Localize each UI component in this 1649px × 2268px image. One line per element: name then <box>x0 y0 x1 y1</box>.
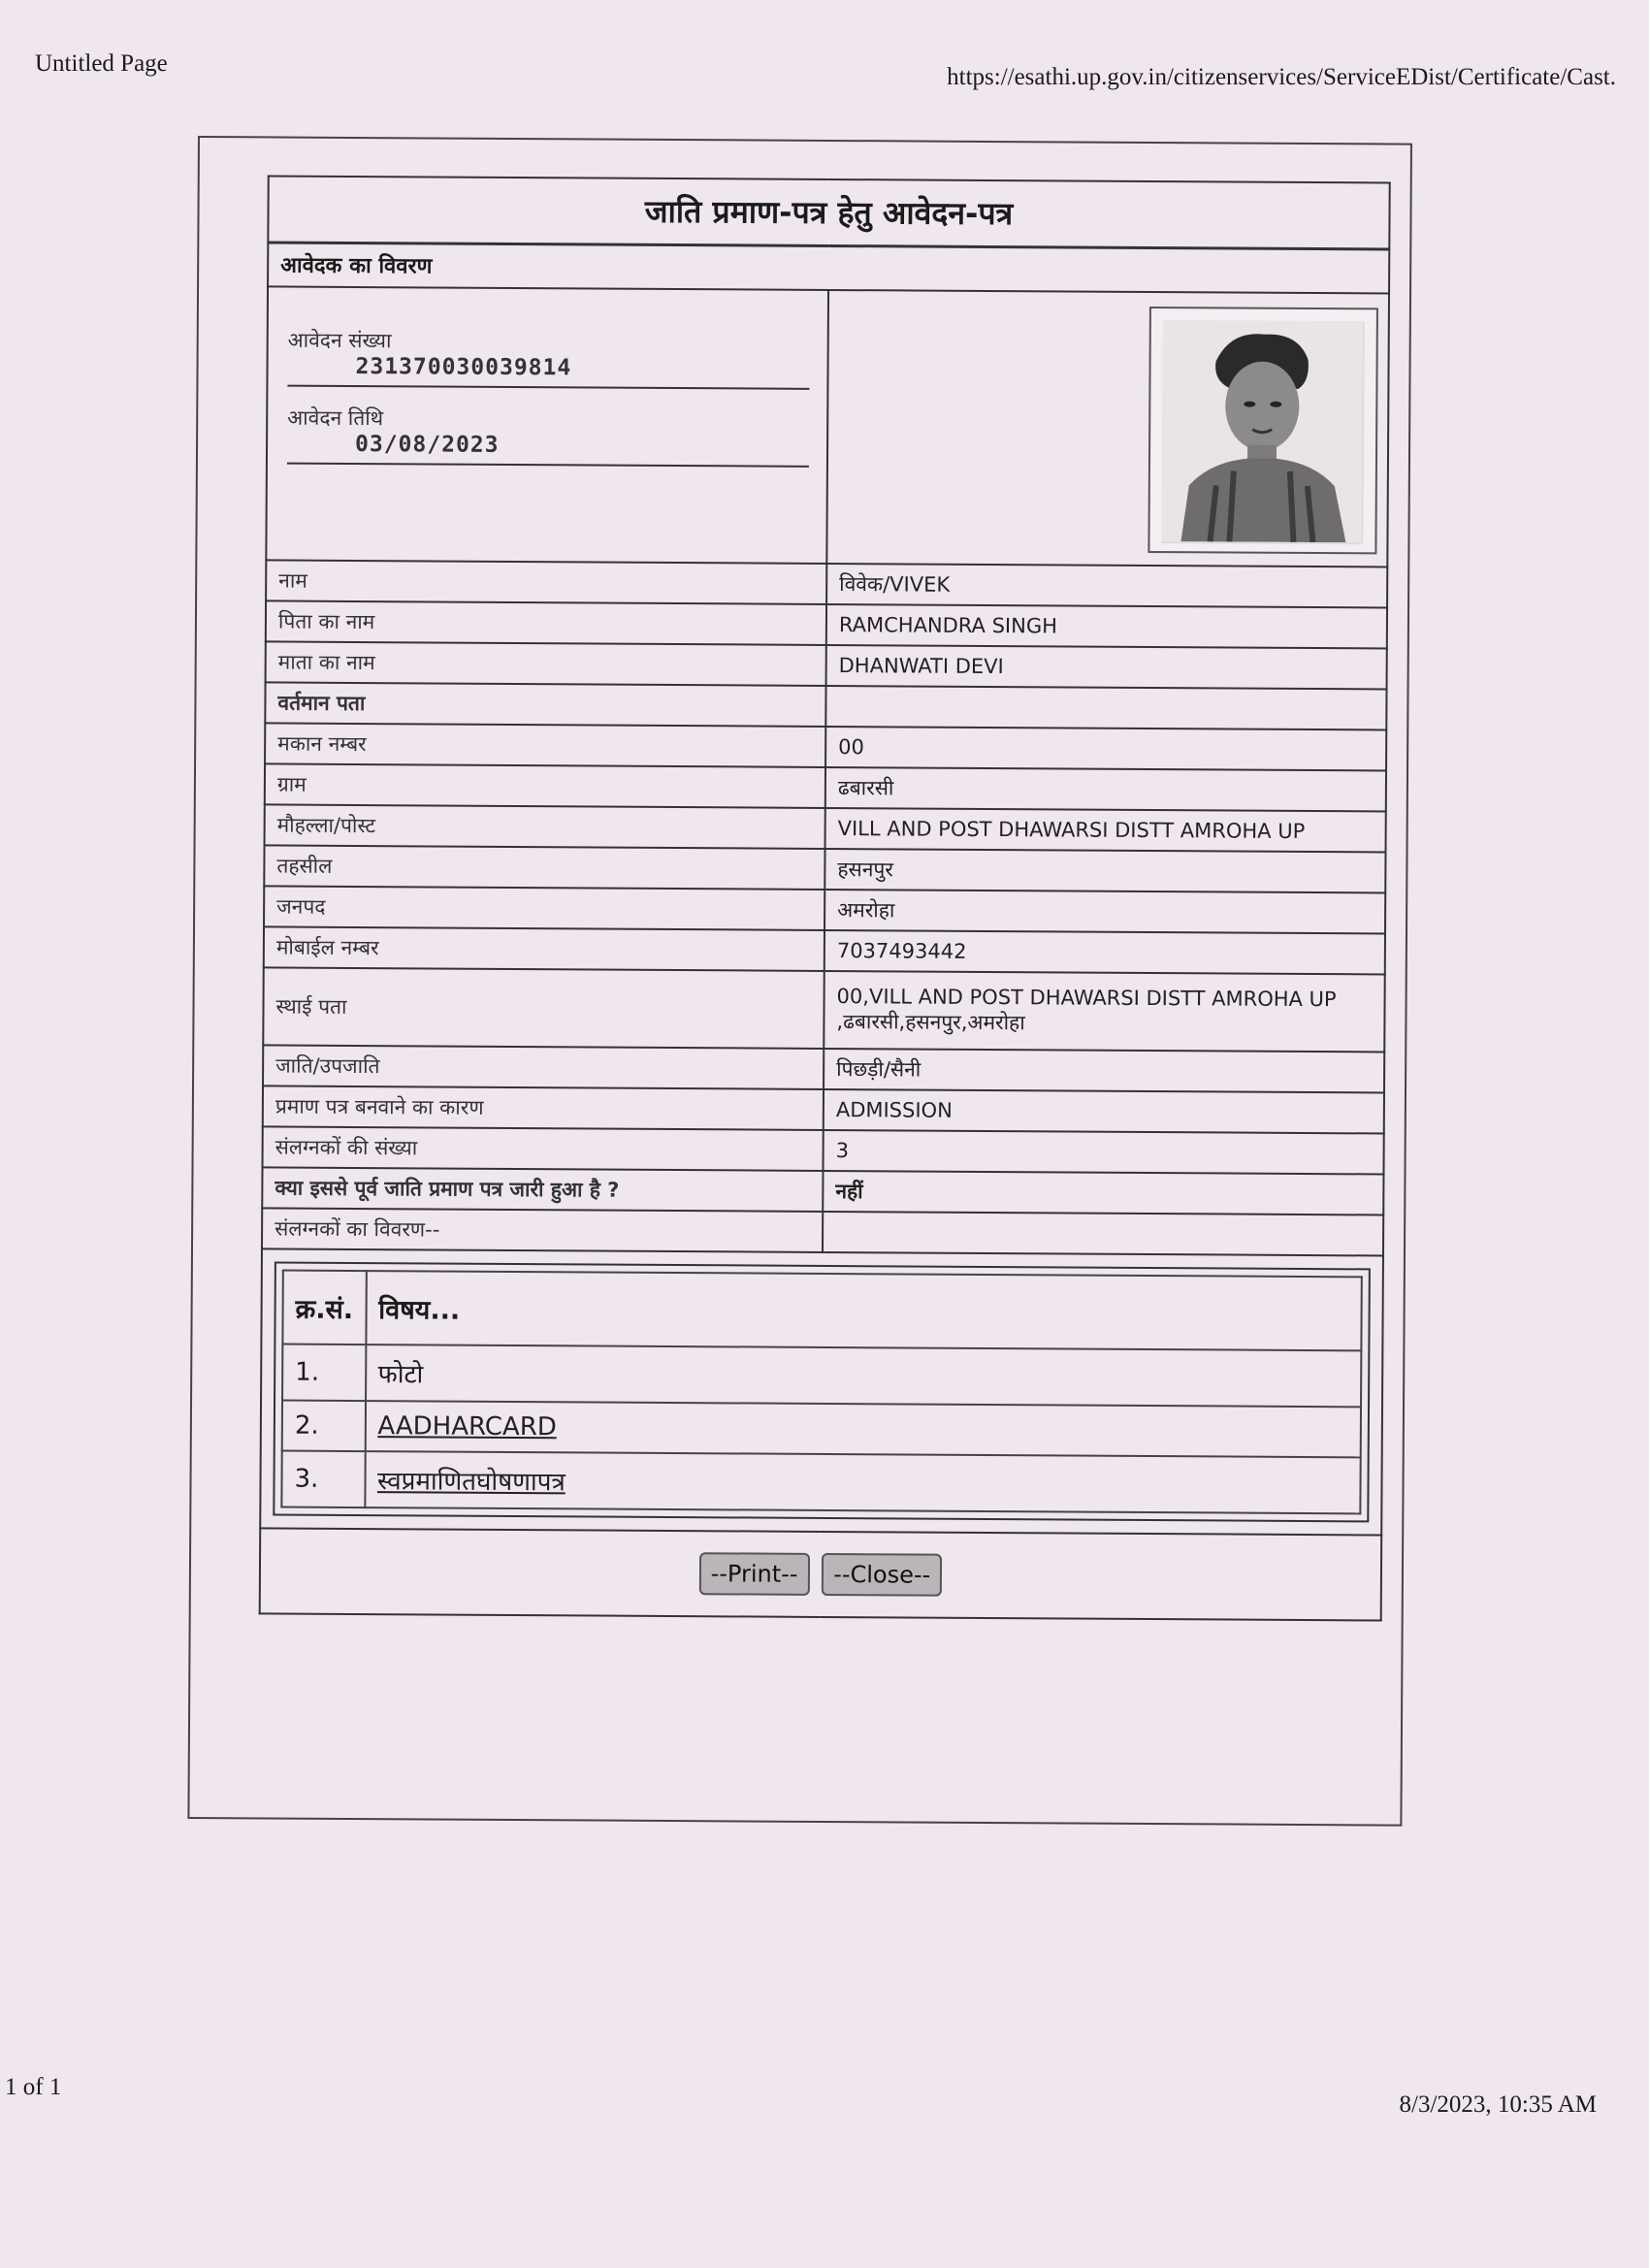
button-row <box>260 1528 1382 1620</box>
caste-value: पिछड़ी/सैनी <box>824 1049 1384 1093</box>
permanent-address-line2: ,ढबारसी,हसनपुर,अमरोहा <box>836 1010 1025 1035</box>
form-title: जाति प्रमाण-पत्र हेतु आवेदन-पत्र <box>268 176 1389 248</box>
application-number: 231370030039814 <box>287 354 809 390</box>
attachment-link-text[interactable]: स्वप्रमाणितघोषणापत्र <box>376 1467 566 1498</box>
applicant-photo <box>1148 307 1378 554</box>
application-date: 03/08/2023 <box>287 432 809 468</box>
house-number-value: 00 <box>825 727 1386 771</box>
current-address-value <box>825 686 1386 730</box>
row-tehsil <box>264 845 1385 892</box>
locality-value: VILL AND POST DHAWARSI DISTT AMROHA UP <box>825 808 1386 853</box>
previous-issued-value: नहीं <box>823 1171 1383 1215</box>
attachments-detail-value <box>823 1212 1383 1256</box>
application-form <box>259 175 1391 1621</box>
father-name-value: RAMCHANDRA SINGH <box>826 604 1387 649</box>
mother-name-value: DHANWATI DEVI <box>826 645 1387 690</box>
attachments-table <box>280 1270 1362 1515</box>
attachments-count-label: संलग्नकों की संख्या <box>263 1126 824 1171</box>
village-label: ग्राम <box>265 763 825 808</box>
current-address-label: वर्तमान पता <box>265 682 825 727</box>
page-count: 1 of 1 <box>5 2074 62 2100</box>
attachment-serial: 1. <box>282 1345 366 1402</box>
application-date-label: आवेदन तिथि <box>287 405 384 431</box>
col-subject: विषय... <box>366 1271 1362 1350</box>
row-district <box>264 886 1385 933</box>
permanent-address-line1: 00,VILL AND POST DHAWARSI DISTT AMROHA UP <box>836 985 1337 1012</box>
print-timestamp: 8/3/2023, 10:35 AM <box>1399 2091 1597 2118</box>
permanent-address-value <box>824 971 1384 1053</box>
row-attachments-count <box>263 1126 1384 1174</box>
section-applicant-details: आवेदक का विवरण <box>268 242 1389 293</box>
tehsil-label: तहसील <box>264 845 824 890</box>
table-row <box>282 1401 1361 1458</box>
row-house <box>265 723 1386 770</box>
house-number-label: मकान नम्बर <box>265 723 825 767</box>
village-value: ढबारसी <box>825 767 1386 812</box>
photo-cell <box>826 290 1389 567</box>
row-father <box>266 600 1387 648</box>
row-reason <box>263 1085 1384 1133</box>
reason-value: ADMISSION <box>824 1089 1384 1134</box>
district-label: जनपद <box>264 886 824 930</box>
row-attachments-detail <box>262 1208 1383 1255</box>
row-name <box>266 560 1387 607</box>
name-value: विवेक/VIVEK <box>826 564 1387 608</box>
attachment-serial: 2. <box>282 1401 366 1452</box>
row-village <box>265 763 1386 811</box>
person-photo-icon <box>1161 320 1362 542</box>
col-serial-number: क्र.सं. <box>282 1271 366 1345</box>
father-name-label: पिता का नाम <box>266 600 826 645</box>
attachments-count-value: 3 <box>823 1130 1383 1175</box>
table-row <box>281 1451 1360 1514</box>
district-value: अमरोहा <box>824 890 1385 934</box>
print-header <box>29 50 1620 89</box>
row-previous-issued <box>262 1167 1383 1215</box>
print-url: https://esathi.up.gov.in/citizenservices/ServiceEDist/Certificate/Cast. <box>947 64 1616 90</box>
attachment-serial: 3. <box>281 1451 365 1508</box>
tehsil-value: हसनपुर <box>824 849 1385 893</box>
locality-label: मौहल्ला/पोस्ट <box>265 804 825 849</box>
print-page-title: Untitled Page <box>35 50 168 77</box>
attachments-detail-label: संलग्नकों का विवरण-- <box>262 1208 823 1252</box>
form-container <box>187 136 1412 1827</box>
attachment-link[interactable] <box>365 1401 1361 1457</box>
row-mother <box>266 641 1387 689</box>
mobile-label: मोबाईल नम्बर <box>264 926 824 971</box>
attachment-link-text[interactable]: AADHARCARD <box>377 1411 557 1442</box>
row-permanent-address <box>263 967 1384 1052</box>
row-caste <box>263 1045 1384 1092</box>
print-button[interactable]: --Print-- <box>699 1552 810 1596</box>
print-footer <box>0 2074 1620 2118</box>
application-number-label: आवेदन संख्या <box>287 328 392 353</box>
mother-name-label: माता का नाम <box>266 641 826 686</box>
attachments-header-row <box>282 1271 1361 1351</box>
attachments-section <box>260 1248 1383 1535</box>
close-button[interactable]: --Close-- <box>822 1553 942 1597</box>
row-current-address <box>265 682 1386 729</box>
previous-issued-label: क्या इससे पूर्व जाति प्रमाण पत्र जारी हुआ है ? <box>262 1167 823 1212</box>
reason-label: प्रमाण पत्र बनवाने का कारण <box>263 1085 824 1130</box>
application-info <box>266 286 828 564</box>
table-row <box>282 1345 1361 1408</box>
row-locality <box>265 804 1386 852</box>
attachment-subject: फोटो <box>366 1345 1362 1407</box>
name-label: नाम <box>266 560 826 604</box>
mobile-value: 7037493442 <box>824 930 1385 975</box>
permanent-address-label: स्थाई पता <box>263 967 824 1049</box>
caste-label: जाति/उपजाति <box>263 1045 824 1089</box>
attachment-link[interactable] <box>365 1451 1361 1513</box>
row-mobile <box>264 926 1385 974</box>
